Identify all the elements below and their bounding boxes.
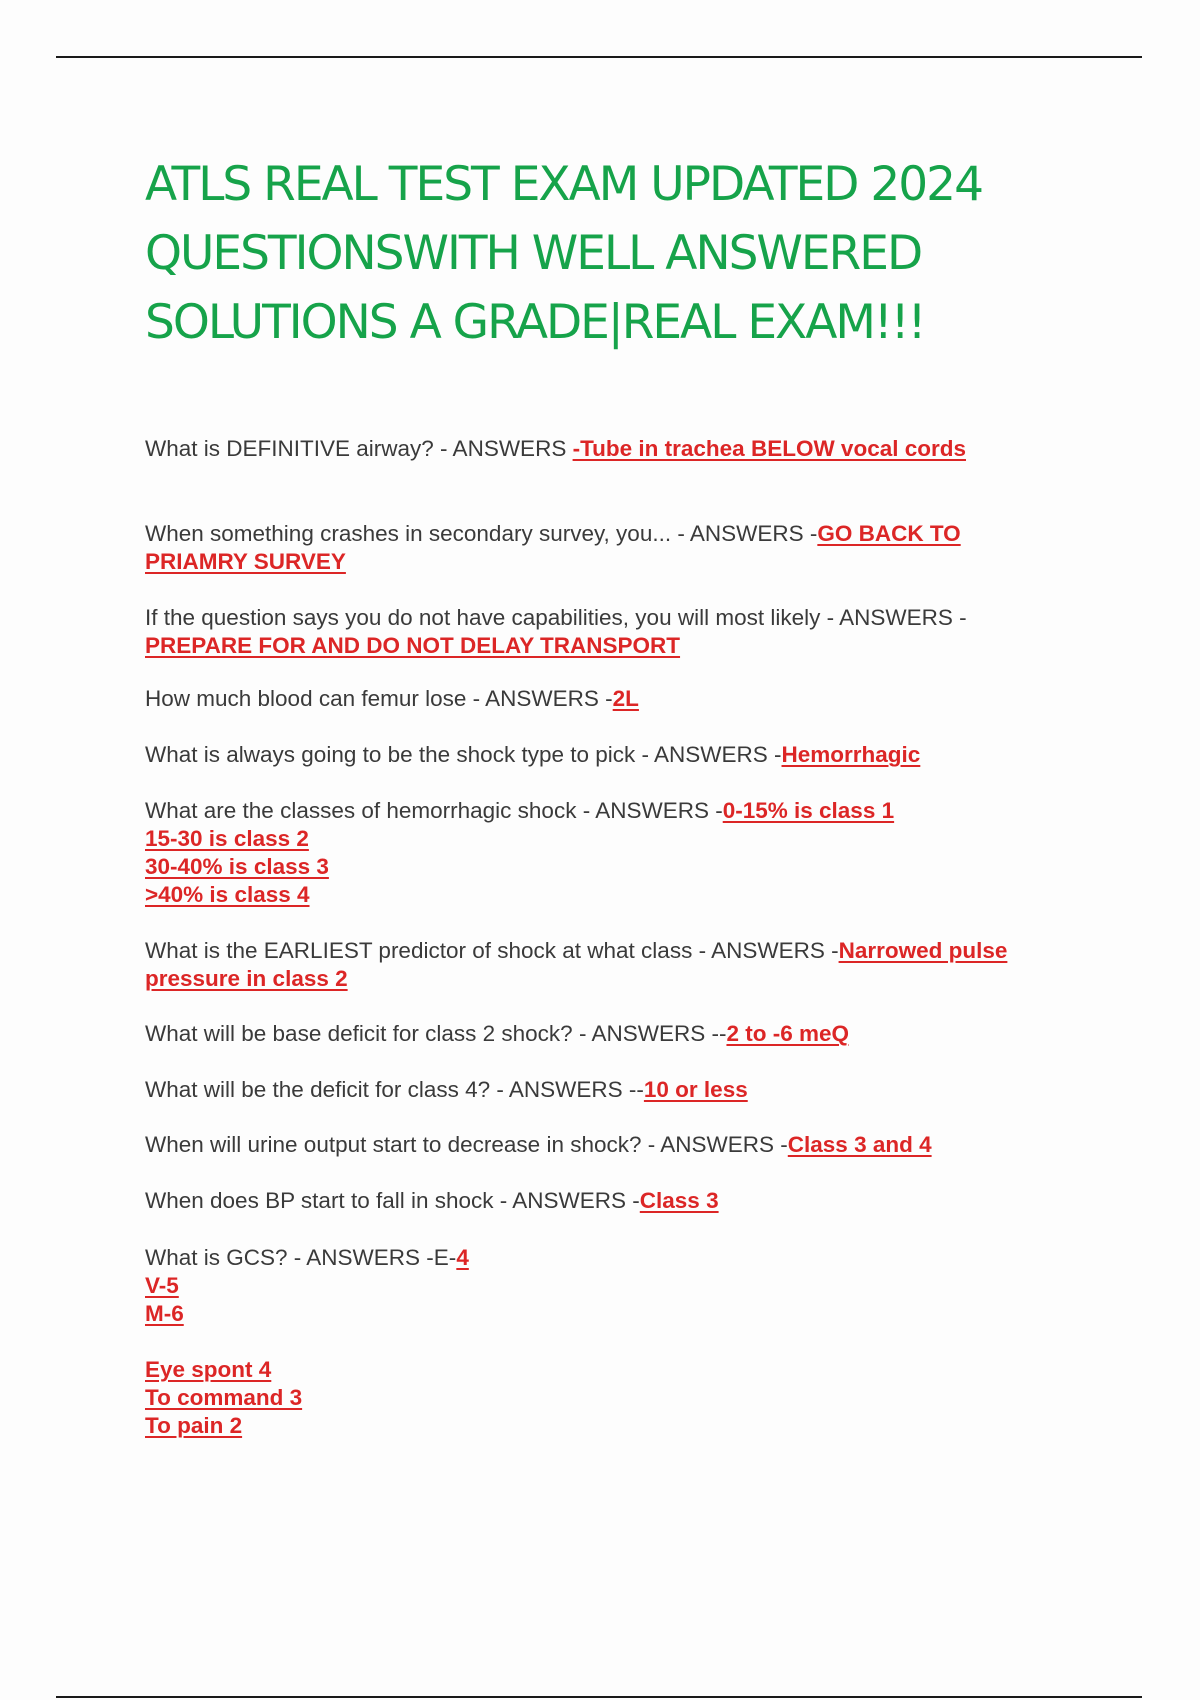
footer-rule [56,1696,1142,1698]
answer-text: M-6 [145,1301,184,1326]
question-text: When something crashes in secondary survey, you... - ANSWERS - [145,521,818,546]
qa-item-3 [145,604,1095,660]
answer-text: Class 3 [639,1188,719,1213]
question-text: When will urine output start to decrease in shock? - ANSWERS - [145,1132,788,1157]
question-text: What is the EARLIEST predictor of shock at what class - ANSWERS - [145,938,839,963]
answer-text: pressure in class 2 [145,966,348,991]
answer-text: -Tube in trachea BELOW vocal cords [572,436,966,461]
answer-text: 30-40% is class 3 [145,854,329,879]
answer-text: >40% is class 4 [145,882,310,907]
qa-item-12 [145,1244,1095,1440]
answer-text: 2L [612,686,639,711]
answer-text: V-5 [145,1273,179,1298]
qa-item-7 [145,937,1095,993]
question-text: What will be the deficit for class 4? - ANSWERS -- [145,1077,644,1102]
answer-text: 2 to -6 meQ [726,1021,849,1046]
document-title [145,150,1045,357]
qa-item-8 [145,1020,1095,1048]
question-text: When does BP start to fall in shock - ANSWERS - [145,1188,640,1213]
question-text: What are the classes of hemorrhagic shock - ANSWERS - [145,798,723,823]
answer-text: PREPARE FOR AND DO NOT DELAY TRANSPORT [145,633,681,658]
answer-text: 4 [456,1245,469,1270]
answer-text: Eye spont 4 [145,1357,272,1382]
question-text: If the question says you do not have capabilities, you will most likely - ANSWERS - [145,605,967,630]
header-rule [56,56,1142,58]
qa-item-10 [145,1131,1095,1159]
question-text: What will be base deficit for class 2 shock? - ANSWERS -- [145,1021,727,1046]
qa-item-4 [145,685,1095,713]
question-text: What is DEFINITIVE airway? - ANSWERS [145,436,573,461]
qa-item-2 [145,520,1095,576]
answer-text: Narrowed pulse [838,938,1008,963]
title-line-2: QUESTIONSWITH WELL ANSWERED [145,226,922,281]
question-text: How much blood can femur lose - ANSWERS - [145,686,613,711]
title-line-3: SOLUTIONS A GRADE|REAL EXAM!!! [145,295,925,350]
answer-text: To command 3 [145,1385,303,1410]
answer-text: 15-30 is class 2 [145,826,309,851]
qa-item-11 [145,1187,1095,1215]
answer-text: GO BACK TO [817,521,961,546]
question-text: What is always going to be the shock type to pick - ANSWERS - [145,742,782,767]
qa-item-6 [145,797,1095,909]
answer-text: To pain 2 [145,1413,243,1438]
answer-text: 10 or less [643,1077,748,1102]
qa-item-9 [145,1076,1095,1104]
answer-text: Hemorrhagic [781,742,921,767]
title-line-1: ATLS REAL TEST EXAM UPDATED 2024 [145,157,982,212]
qa-item-1 [145,435,1095,463]
answer-text: PRIAMRY SURVEY [145,549,346,574]
qa-item-5 [145,741,1095,769]
answer-text: 0-15% is class 1 [722,798,895,823]
question-text: What is GCS? - ANSWERS -E- [145,1245,457,1270]
answer-text: Class 3 and 4 [787,1132,932,1157]
